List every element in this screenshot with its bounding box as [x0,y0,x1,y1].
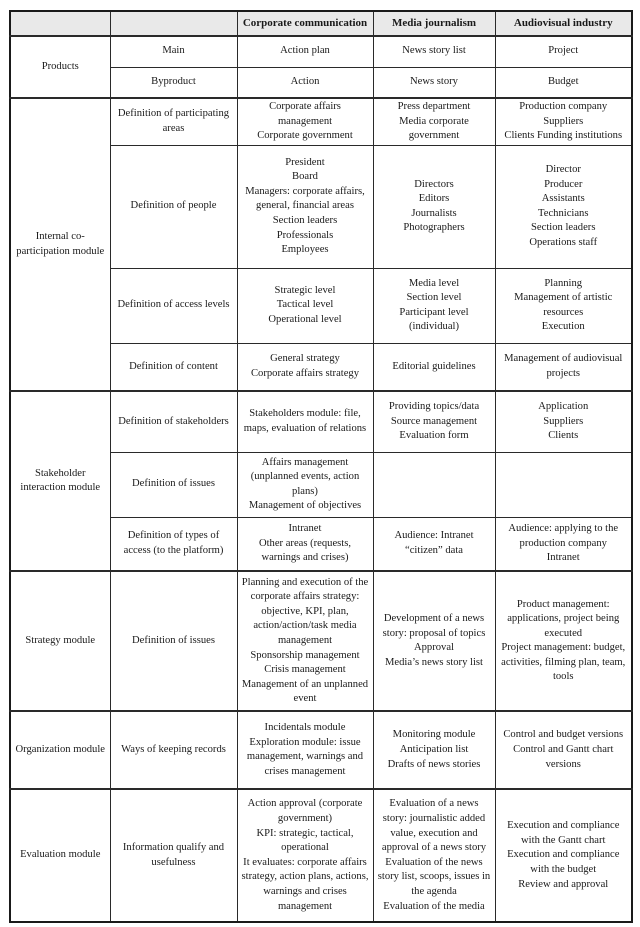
corporate-line: Employees [281,244,329,256]
media-cell [373,36,495,67]
audiovisual-line: Clients Funding institutions [504,130,623,142]
corporate-cell [237,268,373,343]
audiovisual-line: Audience: applying to the production company [508,523,619,549]
corporate-cell [237,517,373,571]
corporate-line: Incidentals module [264,722,346,734]
media-line: Section level [406,292,462,304]
corporate-line: Planning and execution of the corporate affairs strategy: objective, KPI, plan, action/action/task media management [241,576,369,646]
media-cell [373,343,495,391]
media-line: Editorial guidelines [392,360,476,372]
media-line: Press department [397,101,471,112]
audiovisual-cell [495,98,632,145]
aspect-cell: Definition of content [110,343,237,391]
corporate-line: President [285,156,325,168]
media-cell [373,711,495,789]
audiovisual-line: Project [548,45,579,57]
corporate-line: Action plan [280,45,330,57]
audiovisual-line: Operations staff [529,236,598,248]
audiovisual-line: Suppliers [543,415,584,427]
corporate-line: Intranet [288,523,322,535]
audiovisual-line: Production company [519,101,608,112]
aspect-cell: Ways of keeping records [110,711,237,789]
corporate-cell [237,711,373,789]
corporate-cell [237,571,373,711]
media-line: Audience: Intranet “citizen” data [394,530,474,557]
table-row [10,391,632,452]
aspect-cell: Definition of issues [110,452,237,517]
audiovisual-line: Application [538,401,589,413]
audiovisual-cell [495,452,632,517]
audiovisual-line: Technicians [538,207,589,219]
media-line: Development of a news story: proposal of topics [382,613,486,639]
aspect-cell: Definition of access levels [110,268,237,343]
aspect-cell: Definition of participating areas [110,98,237,145]
corporate-line: Other areas (requests, warnings and crises) [258,537,352,564]
corporate-line: Management of objectives [248,500,362,512]
media-line: Source management [390,415,478,427]
media-cell [373,67,495,98]
corporate-line: Tactical level [276,299,334,311]
corporate-cell [237,452,373,517]
audiovisual-line: Execution [541,321,585,333]
audiovisual-line: Clients [548,430,579,442]
media-cell [373,452,495,517]
audiovisual-line: Project management: budget, activities, filming plan, team, tools [501,642,626,683]
media-line: Evaluation of a news story: journalistic added value, execution and approval of a news story [381,798,487,854]
table-row [10,789,632,922]
corporate-line: KPI: strategic, tactical, operational [256,827,354,854]
audiovisual-cell [495,36,632,67]
media-line: Media corporate government [399,115,469,142]
corporate-line: Corporate affairs strategy [250,368,360,380]
module-cell: Internal co-participation module [10,98,110,391]
comparison-table-container [9,10,631,923]
corporate-line: Section leaders [272,215,338,227]
media-line: Media’s news story list [385,656,483,668]
module-cell: Evaluation module [10,789,110,922]
media-cell [373,517,495,571]
audiovisual-line: Planning [544,277,583,289]
corporate-line: Affairs management (unplanned events, action plans) [250,456,360,497]
module-cell: Products [10,36,110,98]
corporate-line: Management of an unplanned event [241,678,369,705]
aspect-cell: Information qualify and usefulness [110,789,237,922]
audiovisual-line: Director [545,164,581,175]
audiovisual-line: Management of audiovisual projects [504,353,623,380]
module-cell: Strategy module [10,571,110,711]
media-line: Evaluation of the news story list, scoops, issues in the agenda [377,856,491,897]
aspect-cell: Definition of types of access (to the platform) [110,517,237,571]
comparison-table [9,10,633,923]
audiovisual-line: Control and Gantt chart versions [513,743,614,770]
table-body [10,36,632,922]
media-line: Drafts of news stories [387,758,481,770]
module-cell: Organization module [10,711,110,789]
corporate-line: General strategy [270,353,340,365]
media-line: Photographers [403,222,465,234]
table-row [10,98,632,145]
media-line: News story list [402,45,466,57]
media-line: Journalists [411,207,457,219]
media-cell [373,145,495,268]
corporate-line: Stakeholders module: file, maps, evaluation of relations [243,408,367,435]
header-aspect [110,11,237,36]
media-line: Anticipation list [399,743,469,755]
corporate-line: Strategic level [274,284,336,296]
corporate-line: Sponsorship management [250,649,360,661]
audiovisual-cell [495,517,632,571]
audiovisual-cell [495,343,632,391]
table-row [10,571,632,711]
audiovisual-cell [495,67,632,98]
audiovisual-line: Review and approval [518,878,609,890]
audiovisual-cell [495,145,632,268]
aspect-cell: Byproduct [110,67,237,98]
corporate-line: Board [292,171,318,183]
media-cell [373,98,495,145]
corporate-cell [237,789,373,922]
header-module [10,11,110,36]
audiovisual-line: Intranet [546,552,580,564]
aspect-cell: Main [110,36,237,67]
media-line: Evaluation of the media [383,900,485,912]
corporate-line: Crisis management [264,664,346,676]
media-line: Monitoring module [392,729,476,741]
media-cell [373,391,495,452]
audiovisual-line: Execution and compliance with the Gantt chart [507,820,620,846]
media-cell [373,268,495,343]
audiovisual-cell [495,711,632,789]
corporate-line: Corporate affairs management [269,101,341,127]
media-line: Directors [414,178,454,190]
aspect-cell: Definition of issues [110,571,237,711]
corporate-cell [237,36,373,67]
corporate-cell [237,145,373,268]
audiovisual-cell [495,789,632,922]
audiovisual-cell [495,571,632,711]
corporate-line: Managers: corporate affairs, general, financial areas [245,185,365,212]
corporate-cell [237,391,373,452]
corporate-cell [237,343,373,391]
media-cell [373,571,495,711]
audiovisual-cell [495,391,632,452]
corporate-line: Exploration module: issue management, warnings and crises management [246,736,364,777]
audiovisual-line: Control and budget versions [503,729,624,741]
aspect-cell: Definition of stakeholders [110,391,237,452]
table-row [10,711,632,789]
header-media-journalism: Media journalism [373,11,495,36]
module-cell: Stakeholder interaction module [10,391,110,571]
corporate-cell [237,67,373,98]
media-cell [373,789,495,922]
corporate-line: Professionals [276,229,334,241]
header-audiovisual-industry: Audiovisual industry [495,11,632,36]
audiovisual-line: Product management: applications, project being executed [507,598,620,639]
corporate-line: Action approval (corporate government) [247,798,363,824]
corporate-line: Action [290,75,320,87]
aspect-cell: Definition of people [110,145,237,268]
audiovisual-line: Budget [547,75,579,87]
audiovisual-line: Section leaders [531,222,596,234]
audiovisual-line: Suppliers [543,115,584,127]
media-line: Evaluation form [399,430,469,442]
header-corporate-communication: Corporate communication [237,11,373,36]
media-line: Providing topics/data [388,401,480,413]
audiovisual-line: Assistants [541,193,585,205]
corporate-line: It evaluates: corporate affairs strategy, action plans, actions, warnings and crises management [241,856,369,912]
header-row [10,11,632,36]
audiovisual-line: Execution and compliance with the budget [507,849,620,876]
media-line: Editors [418,193,450,205]
media-line: News story [410,75,458,87]
audiovisual-line: Producer [544,178,583,190]
corporate-line: Corporate government [257,130,353,142]
media-line: Media level [408,277,460,289]
audiovisual-line: Management of artistic resources [514,292,613,318]
media-line: Approval [413,642,454,654]
corporate-cell [237,98,373,145]
corporate-line: Operational level [268,314,342,326]
table-row [10,36,632,67]
audiovisual-cell [495,268,632,343]
media-line: Participant level (individual) [399,306,469,333]
